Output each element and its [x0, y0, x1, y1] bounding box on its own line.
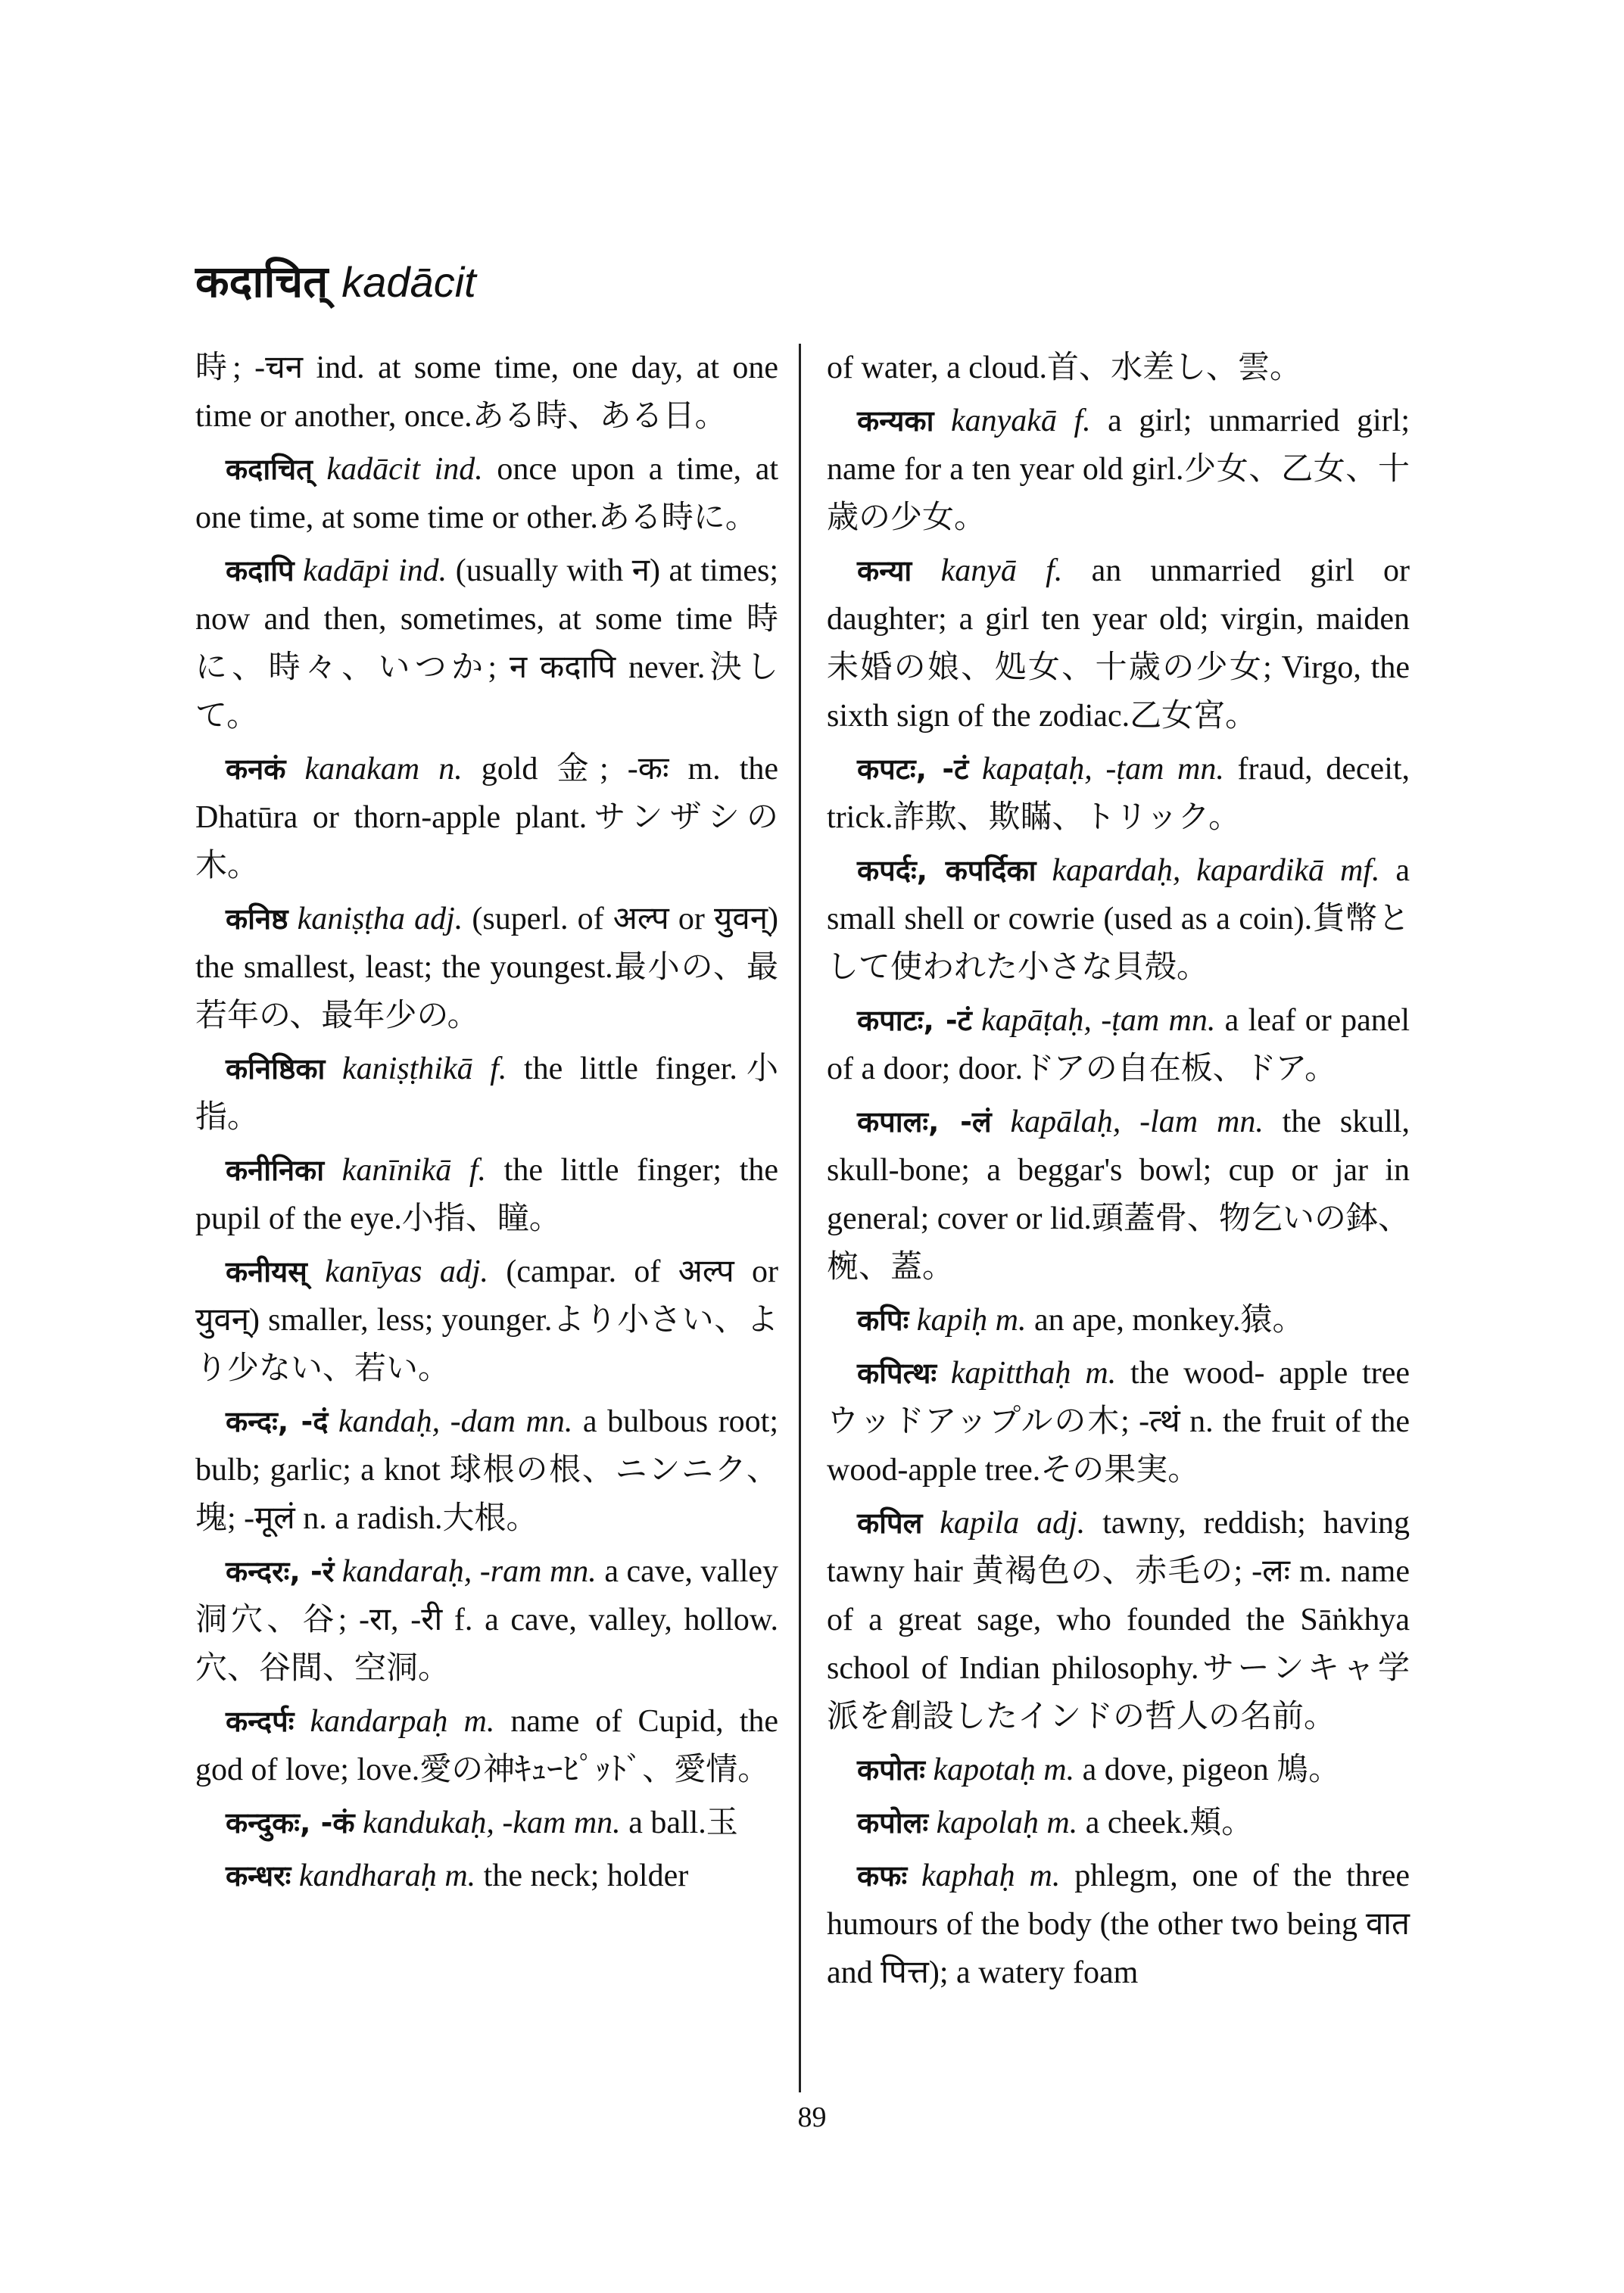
- entry-definition: a small shell or cowrie (used as a coin).貨幣として使われた小さな貝殻。: [827, 853, 1410, 985]
- entry-grammar: f.: [1046, 553, 1063, 588]
- entry-transliteration: kandaraḥ, -ram: [341, 1554, 542, 1589]
- entry-definition: the wood- apple tree ウッドアップルの木; -त्थं n. the fruit of the wood-apple tree.その果実。: [827, 1356, 1410, 1488]
- entry-definition: 時; -चन ind. at some time, one day, at one time or another, once.ある時、ある日。: [195, 350, 778, 434]
- entry-definition: a ball.玉: [620, 1805, 738, 1840]
- entry-transliteration: kandaḥ, -dam: [338, 1404, 516, 1439]
- entry-headword: कपिल: [857, 1506, 923, 1540]
- entry-definition: the little finger; the pupil of the eye.小指、瞳。: [195, 1153, 778, 1236]
- dictionary-entry: [195, 1852, 778, 1900]
- entry-grammar: m.: [1085, 1356, 1117, 1391]
- entry-transliteration: kanīnikā: [341, 1153, 452, 1188]
- entry-definition: a dove, pigeon 鳩。: [1074, 1752, 1341, 1787]
- entry-transliteration: kadāpi: [303, 553, 390, 588]
- entry-transliteration: kanakam: [304, 752, 420, 787]
- dictionary-entry: [827, 1098, 1410, 1291]
- entry-transliteration: kandarpaḥ: [310, 1704, 448, 1739]
- dictionary-entry: [827, 1746, 1410, 1794]
- entry-transliteration: kaphaḥ: [921, 1858, 1015, 1893]
- entry-grammar: mn.: [1177, 752, 1224, 787]
- dictionary-entry: [827, 1296, 1410, 1344]
- entry-grammar: adj.: [439, 1254, 489, 1289]
- entry-definition: a bulbous root; bulb; garlic; a knot 球根の根、ニンニク、塊; -मूलं n. a radish.大根。: [195, 1404, 778, 1536]
- entry-definition: an unmarried girl or daughter; a girl ten year old; virgin, maiden 未婚の娘、処女、十歳の少女; Virgo, the sixth sign of the zodiac.乙女宮。: [827, 553, 1410, 734]
- entry-definition: name of Cupid, the god of love; love.愛の神ｷｭｰﾋﾟｯﾄﾞ、愛情。: [195, 1704, 779, 1787]
- entry-transliteration: kapiḥ: [916, 1303, 988, 1338]
- dictionary-entry: [827, 344, 1410, 392]
- entry-grammar: adj.: [1036, 1506, 1086, 1541]
- dictionary-entry: [827, 1852, 1410, 1997]
- entry-definition: of water, a cloud.首、水差し、雲。: [827, 350, 1302, 385]
- entry-definition: tawny, reddish; having tawny hair 黄褐色の、赤毛の; -लः m. name of a great sage, who founded the Sāṅkhya school of Indian philosophy.サーンキャ学派を創設したインドの哲人の名前。: [827, 1506, 1410, 1734]
- dictionary-entry: [195, 1697, 778, 1794]
- entry-transliteration: kanīyas: [325, 1254, 422, 1289]
- entry-grammar: n.: [438, 752, 463, 787]
- dictionary-entry: [195, 895, 778, 1040]
- entry-transliteration: kapitthaḥ: [950, 1356, 1071, 1391]
- dictionary-entry: [827, 996, 1410, 1093]
- dictionary-entry: [195, 445, 778, 542]
- entry-headword: कपोतः: [857, 1753, 925, 1787]
- entry-grammar: mn.: [573, 1805, 621, 1840]
- dictionary-entry: [195, 1146, 778, 1243]
- entry-grammar: m.: [1029, 1858, 1061, 1893]
- entry-transliteration: kandharaḥ: [298, 1858, 437, 1893]
- entry-grammar: mf.: [1339, 853, 1380, 888]
- entry-grammar: mn.: [1168, 1003, 1216, 1038]
- entry-transliteration: kanyakā: [951, 403, 1057, 438]
- entry-headword: कनीयस्: [226, 1255, 307, 1288]
- header-headword: कदाचित्: [195, 256, 329, 307]
- page-number: 89: [797, 2101, 827, 2133]
- dictionary-entry: [195, 1799, 778, 1847]
- right-column: [827, 344, 1410, 1997]
- dictionary-entry: [195, 547, 778, 740]
- entry-headword: कन्दुकः, -कं: [226, 1806, 355, 1840]
- entry-grammar: mn.: [525, 1404, 573, 1439]
- entry-definition: (usually with न) at times; now and then, sometimes, at some time 時に、時々、いつか; न कदापि never.決して。: [195, 553, 779, 734]
- entry-grammar: m.: [444, 1858, 476, 1893]
- entry-headword: कपोलः: [857, 1806, 929, 1840]
- entry-definition: an ape, monkey.猿。: [1026, 1303, 1304, 1338]
- entry-transliteration: kandukaḥ, -kam: [363, 1805, 566, 1840]
- entry-grammar: m.: [1046, 1805, 1078, 1840]
- entry-headword: कपित्थः: [857, 1357, 937, 1390]
- entry-grammar: ind.: [398, 553, 447, 588]
- entry-definition: fraud, deceit, trick.詐欺、欺瞞、トリック。: [827, 752, 1410, 835]
- column-divider: [799, 344, 801, 2092]
- entry-grammar: m.: [463, 1704, 495, 1739]
- entry-grammar: f.: [1074, 403, 1091, 438]
- entry-headword: कपर्दः, कपर्दिका: [857, 854, 1036, 887]
- entry-headword: कदापि: [226, 554, 295, 587]
- entry-grammar: f.: [469, 1153, 487, 1188]
- entry-grammar: adj.: [414, 902, 463, 936]
- entry-headword: कफः: [857, 1859, 908, 1893]
- dictionary-entry: [195, 745, 778, 890]
- entry-headword: कन्दः, -दं: [226, 1405, 329, 1438]
- dictionary-entry: [827, 1349, 1410, 1494]
- entry-definition: a cheek.頬。: [1077, 1805, 1254, 1840]
- entry-headword: कपालः, -लं: [857, 1105, 992, 1139]
- entry-definition: a leaf or panel of a door; door.ドアの自在板、ドア。: [827, 1003, 1410, 1086]
- entry-grammar: mn.: [549, 1554, 597, 1589]
- entry-transliteration: kadācit: [326, 452, 421, 487]
- entry-headword: कन्या: [857, 554, 912, 587]
- left-column: [195, 344, 778, 1900]
- dictionary-entry: [195, 1547, 778, 1693]
- dictionary-entry: [827, 1799, 1410, 1847]
- dictionary-entry: [195, 344, 778, 441]
- entry-headword: कनिष्ठ: [226, 902, 288, 936]
- entry-definition: the neck; holder: [475, 1858, 689, 1893]
- entry-transliteration: kapālaḥ, -lam: [1010, 1104, 1199, 1139]
- entry-definition: a cave, valley 洞穴、谷; -रा, -री f. a cave, valley, hollow.穴、谷間、空洞。: [195, 1554, 778, 1686]
- entry-transliteration: kanyā: [940, 553, 1017, 588]
- entry-transliteration: kapāṭaḥ, -ṭam: [981, 1003, 1160, 1038]
- entry-headword: कन्यका: [857, 404, 934, 438]
- entry-grammar: ind.: [434, 452, 483, 487]
- dictionary-entry: [827, 846, 1410, 992]
- dictionary-entry: [195, 1397, 778, 1543]
- entry-definition: gold 金; -कः m. the Dhatūra or thorn-apple plant.サンザシの木。: [195, 752, 779, 883]
- entry-headword: कन्दरः, -रं: [226, 1555, 335, 1588]
- entry-transliteration: kapila: [940, 1506, 1020, 1541]
- header-transliteration: kadācit: [341, 258, 476, 306]
- entry-headword: कन्धरः: [226, 1859, 291, 1893]
- entry-grammar: m.: [995, 1303, 1027, 1338]
- entry-headword: कदाचित्: [226, 453, 313, 486]
- entry-transliteration: kaniṣṭha: [297, 902, 405, 936]
- entry-headword: कनिष्ठिका: [226, 1052, 326, 1086]
- running-header: [195, 250, 476, 310]
- entry-definition: the skull, skull-bone; a beggar's bowl; cup or jar in general; cover or lid.頭蓋骨、物乞いの鉢、椀、蓋。: [827, 1104, 1410, 1285]
- entry-transliteration: kapardaḥ, kapardikā: [1052, 853, 1325, 888]
- entry-grammar: f.: [490, 1051, 507, 1086]
- entry-definition: a girl; unmarried girl; name for a ten year old girl.少女、乙女、十歳の少女。: [827, 403, 1410, 535]
- dictionary-entry: [827, 745, 1410, 842]
- dictionary-entry: [827, 1499, 1410, 1741]
- entry-headword: कनीनिका: [226, 1154, 325, 1187]
- dictionary-entry: [195, 1045, 778, 1142]
- dictionary-entry: [827, 397, 1410, 542]
- entry-transliteration: kaniṣṭhikā: [341, 1051, 473, 1086]
- entry-definition: the little finger.小指。: [195, 1051, 779, 1135]
- dictionary-entry: [827, 547, 1410, 740]
- dictionary-entry: [195, 1248, 778, 1393]
- entry-grammar: mn.: [1216, 1104, 1264, 1139]
- entry-definition: phlegm, one of the three humours of the body (the other two being वात and पित्त); a watery foam: [827, 1858, 1410, 1990]
- entry-headword: कपिः: [857, 1304, 909, 1337]
- entry-transliteration: kapolaḥ: [936, 1805, 1039, 1840]
- entry-transliteration: kapaṭaḥ, -ṭam: [981, 752, 1164, 787]
- entry-headword: कपटः, -टं: [857, 752, 969, 786]
- entry-headword: कनकं: [226, 752, 286, 786]
- entry-definition: (campar. of अल्प or युवन्) smaller, less; younger.より小さい、より少ない、若い。: [195, 1254, 779, 1386]
- entry-transliteration: kapotaḥ: [933, 1752, 1036, 1787]
- entry-definition: once upon a time, at one time, at some time or other.ある時に。: [195, 452, 779, 535]
- entry-headword: कन्दर्पः: [226, 1705, 295, 1738]
- entry-definition: (superl. of अल्प or युवन्) the smallest, least; the youngest.最小の、最若年の、最年少の。: [195, 902, 779, 1033]
- entry-headword: कपाटः, -टं: [857, 1004, 972, 1037]
- entry-grammar: m.: [1043, 1752, 1075, 1787]
